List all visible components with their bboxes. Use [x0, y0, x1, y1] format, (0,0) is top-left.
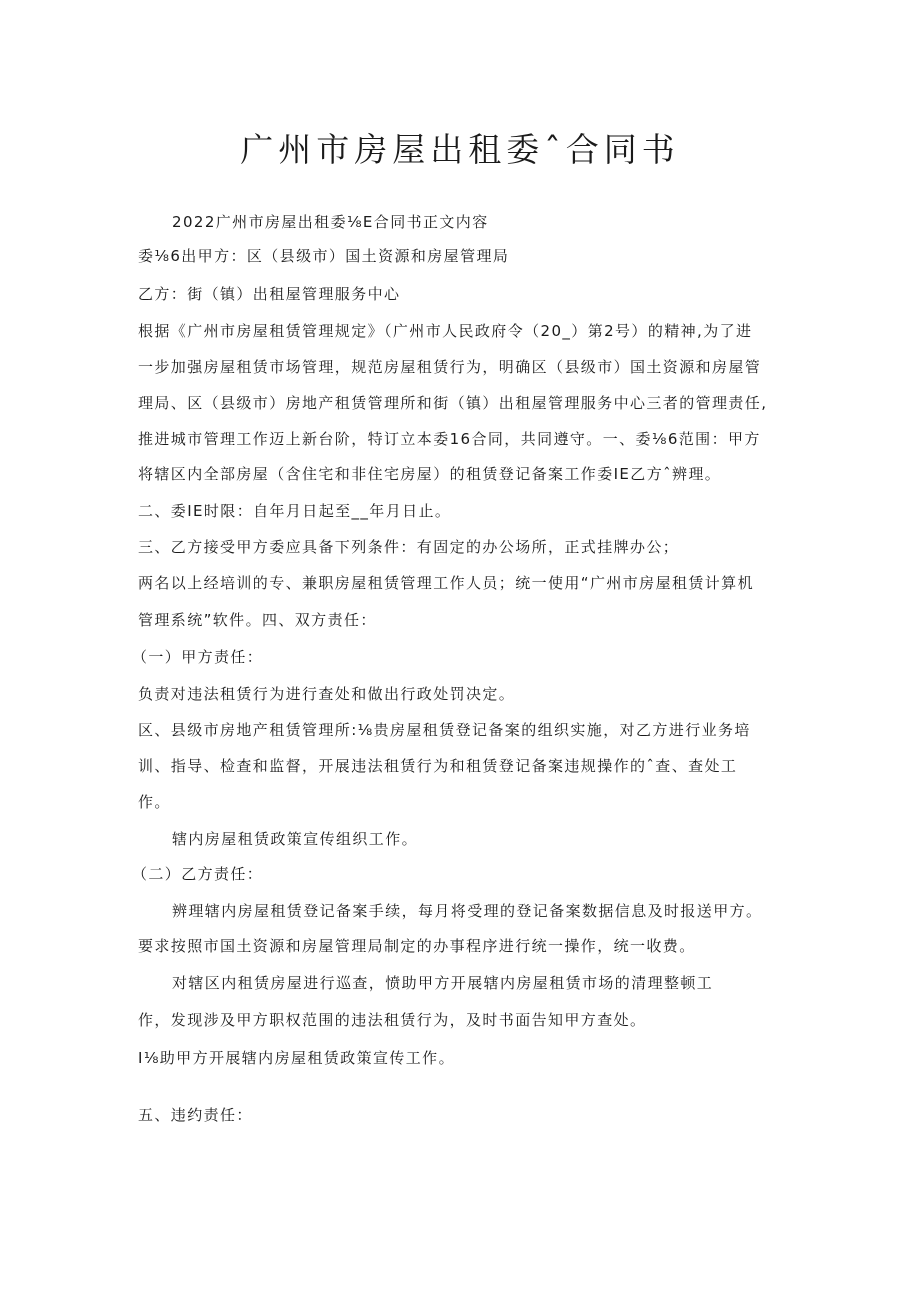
body-line: 两名以上经培训的专、兼职房屋租赁管理工作人员；统一使用“广州市房屋租赁计算机: [138, 574, 754, 592]
section-heading: 二、委IE时限：自年月日起至__年月日止。: [138, 502, 452, 520]
body-line: 辨理辖内房屋租赁登记备案手续，每月将受理的登记备案数据信息及时报送甲方。: [172, 902, 763, 920]
subsection-heading: （二）乙方责任：: [132, 865, 264, 883]
body-line: 对辖区内租赁房屋进行巡查，愤助甲方开展辖内房屋租赁市场的清理整顿工: [172, 974, 714, 992]
body-line: I⅛助甲方开展辖内房屋租赁政策宣传工作。: [138, 1049, 455, 1067]
body-line: 管理系统”软件。四、双方责任：: [138, 611, 377, 629]
section-heading: 三、乙方接受甲方委应具备下列条件：有固定的办公场所，正式挂牌办公；: [138, 538, 680, 556]
body-line: 将辖区内全部房屋（含住宅和非住宅房屋）的租赁登记备案工作委IE乙方ˆ辨理。: [138, 465, 722, 483]
party-a-line: 委⅛6出甲方：区（县级市）国土资源和房屋管理局: [138, 247, 510, 265]
body-line: 区、县级市房地产租赁管理所:⅛贵房屋租赁登记备案的组织实施，对乙方进行业务培: [138, 721, 751, 739]
body-line: 训、指导、检查和监督，开展违法租赁行为和租赁登记备案违规操作的ˆ查、查处工: [138, 757, 738, 775]
body-line: 根据《广州市房屋租赁管理规定》（广州市人民政府令（20_）第2号）的精神,为了进: [138, 322, 753, 340]
party-b-line: 乙方：街（镇）出租屋管理服务中心: [138, 285, 401, 303]
body-line: 辖内房屋租赁政策宣传组织工作。: [172, 830, 419, 848]
body-line: 要求按照市国土资源和房屋管理局制定的办事程序进行统一操作，统一收费。: [138, 937, 696, 955]
document-title: 广州市房屋出租委ˆ合同书: [240, 130, 680, 169]
body-line: 作。: [138, 793, 171, 811]
body-line: 作，发现涉及甲方职权范围的违法租赁行为，及时书面告知甲方查处。: [138, 1011, 647, 1029]
subsection-heading: （一）甲方责任：: [132, 648, 264, 666]
intro-line: 2022广州市房屋出租委⅛E合同书正文内容: [172, 213, 489, 231]
section-heading: 五、违约责任：: [138, 1106, 253, 1124]
body-line: 负责对违法租赁行为进行查处和做出行政处罚决定。: [138, 685, 516, 703]
body-line: 理局、区（县级市）房地产租赁管理所和街（镇）出租屋管理服务中心三者的管理责任,: [138, 394, 768, 412]
body-line: 一步加强房屋租赁市场管理，规范房屋租赁行为，明确区（县级市）国土资源和房屋管: [138, 358, 762, 376]
body-line: 推进城市管理工作迈上新台阶，特订立本委16合同，共同遵守。一、委⅛6范围：甲方: [138, 430, 761, 448]
